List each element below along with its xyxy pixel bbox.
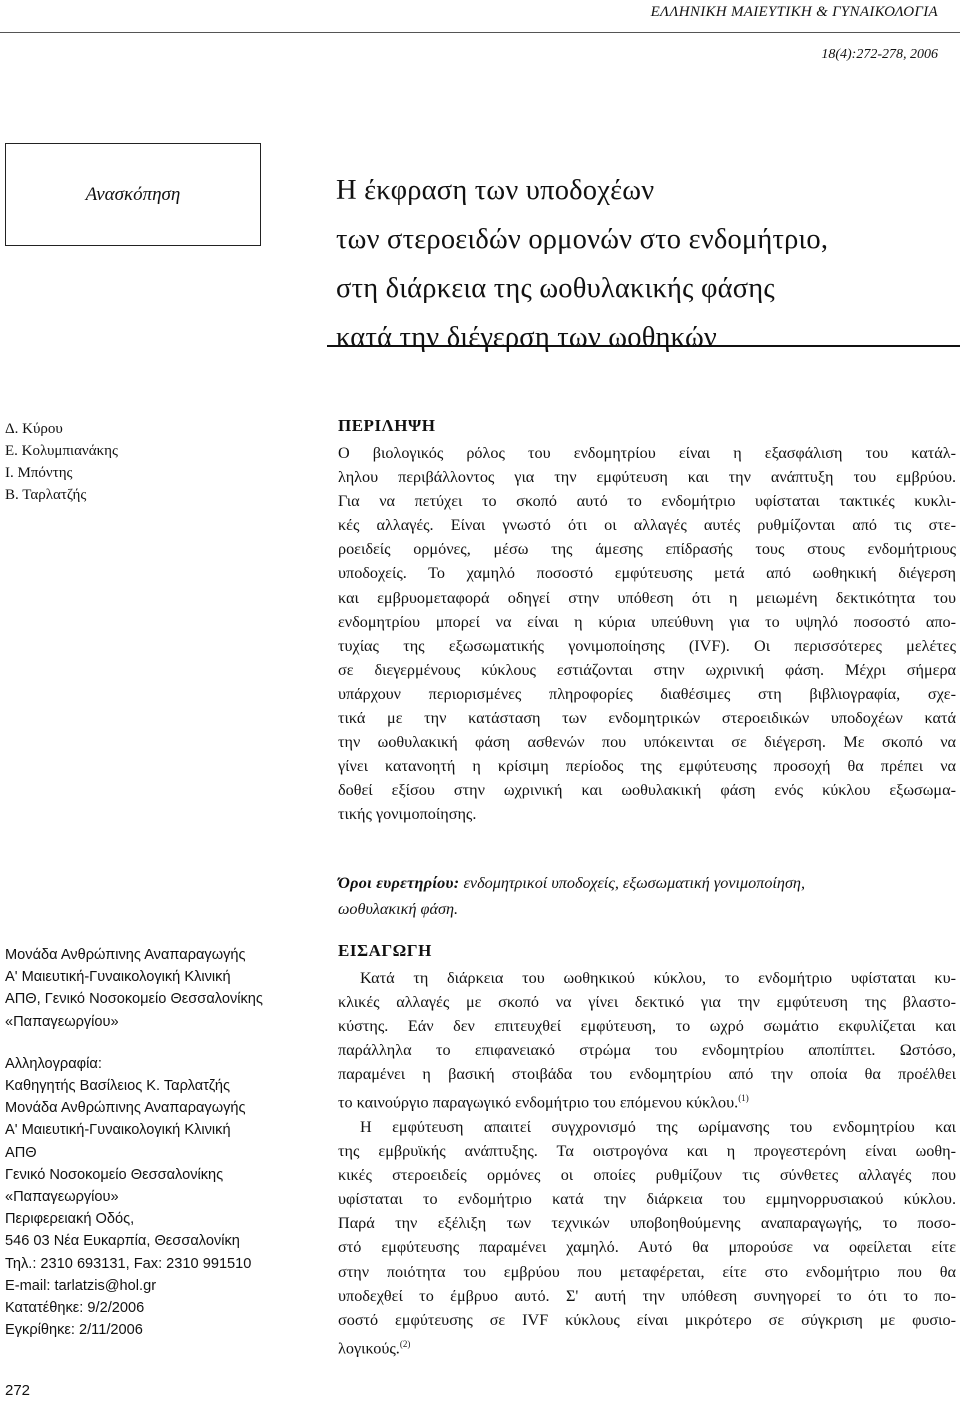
abstract-line: ληλου περιβάλλοντος για την εμφύτευση και την ανάπτυξη του εμβρύου. bbox=[338, 468, 956, 487]
abstract-line: δοθεί εξίσου στην ωχρινική και ωοθυλακική φάση ενός κύκλου εξωσωμα- bbox=[338, 781, 956, 800]
article-title bbox=[336, 166, 956, 362]
intro-line: υποδεχθεί το έμβρυο αυτό. Σ' αυτή την υπόθεση συνηγορεί το ότι το πο- bbox=[338, 1286, 956, 1305]
affiliation-line: ΑΠΘ, Γενικό Νοσοκομείο Θεσσαλονίκης bbox=[5, 991, 263, 1008]
abstract-body bbox=[338, 441, 956, 827]
abstract-line: Ο βιολογικός ρόλος του ενδομητρίου είναι η εξασφάλιση του κατάλ- bbox=[338, 444, 956, 462]
intro-line-text: το καινούργιο παραγωγικό ενδομήτριο του επόμενου κύκλου. bbox=[338, 1093, 739, 1112]
keywords-label: Όροι ευρετηρίου: bbox=[338, 874, 460, 892]
abstract-line: κές αλλαγές. Είναι γνωστό ότι οι αλλαγές αυτές ρυθμίζονται από τις στε- bbox=[338, 516, 956, 535]
citation: (1) bbox=[738, 1093, 749, 1104]
title-line: κατά την διέγερση των ωοθηκών bbox=[336, 322, 718, 353]
intro-line-text: λογικούς. bbox=[338, 1339, 400, 1358]
correspondence-line: Καθηγητής Βασίλειος Κ. Ταρλατζής bbox=[5, 1078, 231, 1095]
abstract-line: γίνει κατανοητή η κρίσιμη περίοδος της εμφύτευσης προσοχή θα πρέπει να bbox=[338, 757, 956, 776]
citation: (2) bbox=[399, 1338, 411, 1349]
keywords-text: ενδομητρικοί υποδοχείς, εξωσωματική γονιμοποίηση, bbox=[459, 874, 806, 892]
abstract-line: και εμβρυομεταφορά οδηγεί στην υπόθεση ότι η μειωμένη δεκτικότητα του bbox=[338, 588, 956, 607]
journal-name: ΕΛΛΗΝΙΚΗ ΜΑΙΕΥΤΙΚΗ & ΓΥΝΑΙΚΟΛΟΓΙΑ bbox=[650, 4, 938, 20]
correspondence-line: Εγκρίθηκε: 2/11/2006 bbox=[5, 1322, 143, 1339]
correspondence-line: Περιφερειακή Οδός, bbox=[5, 1211, 135, 1228]
author: Ε. Κολυμπιανάκης bbox=[5, 443, 118, 459]
title-line: Η έκφραση των υποδοχέων bbox=[336, 175, 655, 206]
page-number: 272 bbox=[5, 1382, 31, 1399]
title-line: των στεροειδών ορμονών στο ενδομήτριο, bbox=[336, 224, 829, 255]
correspondence-line: Γενικό Νοσοκομείο Θεσσαλονίκης bbox=[5, 1166, 224, 1183]
journal-reference: 18(4):272-278, 2006 bbox=[821, 47, 938, 62]
intro-body bbox=[338, 966, 956, 1360]
abstract-line: τυχίας της εξωσωματικής γονιμοποίησης (IVF). Οι περισσότερες μελέτες bbox=[338, 636, 956, 655]
abstract-line: ενδομητρίου μπορεί να είναι η κύρια υπεύθυνη για το υψηλό ποσοστό απο- bbox=[338, 612, 956, 631]
intro-line: κλικές αλλαγές με σκοπό να γίνει δεκτικό για την εμφύτευση της βλαστο- bbox=[338, 993, 956, 1012]
title-line: στη διάρκεια της ωοθυλακικής φάσης bbox=[336, 273, 775, 304]
abstract-line: υποδοχείς. Το χαμηλό ποσοστό εμφύτευσης μετά από ωοθηκική διέγερση bbox=[338, 564, 956, 583]
correspondence-line: 546 03 Νέα Ευκαρπία, Θεσσαλονίκη bbox=[5, 1233, 240, 1250]
intro-line: υφίσταται το ενδομήτριο κατά την διάρκεια του εμμηνορρυσιακού κύκλου. bbox=[338, 1190, 956, 1209]
correspondence-line: Τηλ.: 2310 693131, Fax: 2310 991510 bbox=[5, 1255, 252, 1272]
abstract-line: υπάρχουν περιορισμένες πληροφορίες διαθέσιμες στη βιβλιογραφία, σχε- bbox=[338, 684, 956, 703]
section-label: Ανασκόπηση bbox=[85, 183, 181, 205]
abstract-line: την ωοθυλακική φάση ασθενών που υπόκεινται σε διέγερση. Με σκοπό να bbox=[338, 733, 956, 752]
author: Δ. Κύρου bbox=[5, 421, 63, 437]
affiliation-line: Μονάδα Ανθρώπινης Αναπαραγωγής bbox=[5, 947, 246, 963]
intro-heading: ΕΙΣΑΓΩΓΗ bbox=[338, 941, 432, 960]
keywords bbox=[338, 870, 956, 922]
intro-line bbox=[338, 1332, 956, 1360]
correspondence-line: Μονάδα Ανθρώπινης Αναπαραγωγής bbox=[5, 1100, 246, 1117]
correspondence-line: Α' Μαιευτική-Γυναικολογική Κλινική bbox=[5, 1122, 231, 1139]
title-rule bbox=[327, 345, 960, 347]
affiliation-line: «Παπαγεωργίου» bbox=[5, 1013, 119, 1030]
affiliation-line: Α' Μαιευτική-Γυναικολογική Κλινική bbox=[5, 969, 231, 986]
abstract-line: τικά με την κατάσταση των ενδομητρικών στεροειδικών υποδοχέων κατά bbox=[338, 709, 956, 728]
intro-line: της εμβρυϊκής ανάπτυξης. Τα οιστρογόνα και η προγεστερόνη είναι ωοθη- bbox=[338, 1142, 956, 1161]
affiliation bbox=[5, 944, 263, 1341]
intro-line: σοστό εμφύτευσης σε IVF κύκλους είναι μικρότερο σε σύγκριση με φυσιο- bbox=[338, 1310, 956, 1329]
intro-line: στό εμφύτευσης παραμένει χαμηλό. Αυτό θα μπορούσε να οφείλεται είτε bbox=[338, 1238, 956, 1257]
intro-line: κικές στεροειδείς ορμόνες οι οποίες ρυθμίζουν τις σύνθετες αλλαγές που bbox=[338, 1166, 956, 1185]
intro-line: Κατά τη διάρκεια του ωοθηκικού κύκλου, το ενδομήτριο υφίσταται κυ- bbox=[360, 969, 956, 987]
author-list bbox=[5, 418, 118, 506]
correspondence-line: «Παπαγεωργίου» bbox=[5, 1189, 119, 1206]
abstract-line: Για να πετύχει το σκοπό αυτό το ενδομήτριο υφίσταται τακτικές κυκλι- bbox=[338, 492, 956, 511]
intro-line bbox=[338, 1086, 956, 1114]
header-rule bbox=[0, 32, 960, 33]
intro-line: Η εμφύτευση απαιτεί συγχρονισμό της ωρίμανσης του ενδομητρίου και bbox=[360, 1117, 956, 1136]
author: Ι. Μπόντης bbox=[5, 465, 73, 481]
intro-line: παράλληλα το επιφανειακό στρώμα του ενδομητρίου αποπίπτει. Ωστόσο, bbox=[338, 1041, 956, 1060]
abstract-line: τικής γονιμοποίησης. bbox=[338, 805, 477, 824]
intro-line: παραμένει η βασική στοιβάδα του ενδομητρίου από την οποία θα προέλθει bbox=[338, 1065, 956, 1084]
correspondence-line: ΑΠΘ bbox=[5, 1144, 37, 1161]
email-line[interactable]: E-mail: tarlatzis@hol.gr bbox=[5, 1277, 157, 1294]
correspondence-line: Αλληλογραφία: bbox=[5, 1055, 102, 1072]
section-label-box bbox=[5, 143, 261, 246]
intro-line: Παρά την εξέλιξη των τεχνικών υποβοηθούμενης αναπαραγωγής, το ποσο- bbox=[338, 1214, 956, 1233]
abstract-heading: ΠΕΡΙΛΗΨΗ bbox=[338, 416, 436, 435]
abstract-line: ροειδείς ορμόνες, μέσω της άμεσης επίδρασής τους στους ενδομήτριους bbox=[338, 540, 956, 559]
intro-line: στην ποιότητα του εμβρύου που μεταφέρεται, είτε στο ενδομήτριο που θα bbox=[338, 1262, 956, 1281]
abstract-line: σε διεγερμένους κύκλους εστιάζονται στην ωχρινική φάση. Μέχρι σήμερα bbox=[338, 660, 956, 679]
intro-line: κύστης. Εάν δεν επιτευχθεί εμφύτευση, το ωχρό σωμάτιο εκφυλίζεται και bbox=[338, 1017, 956, 1036]
keywords-text: ωοθυλακική φάση. bbox=[338, 900, 459, 918]
correspondence-line: Κατατέθηκε: 9/2/2006 bbox=[5, 1300, 145, 1317]
author: Β. Ταρλατζής bbox=[5, 487, 87, 503]
